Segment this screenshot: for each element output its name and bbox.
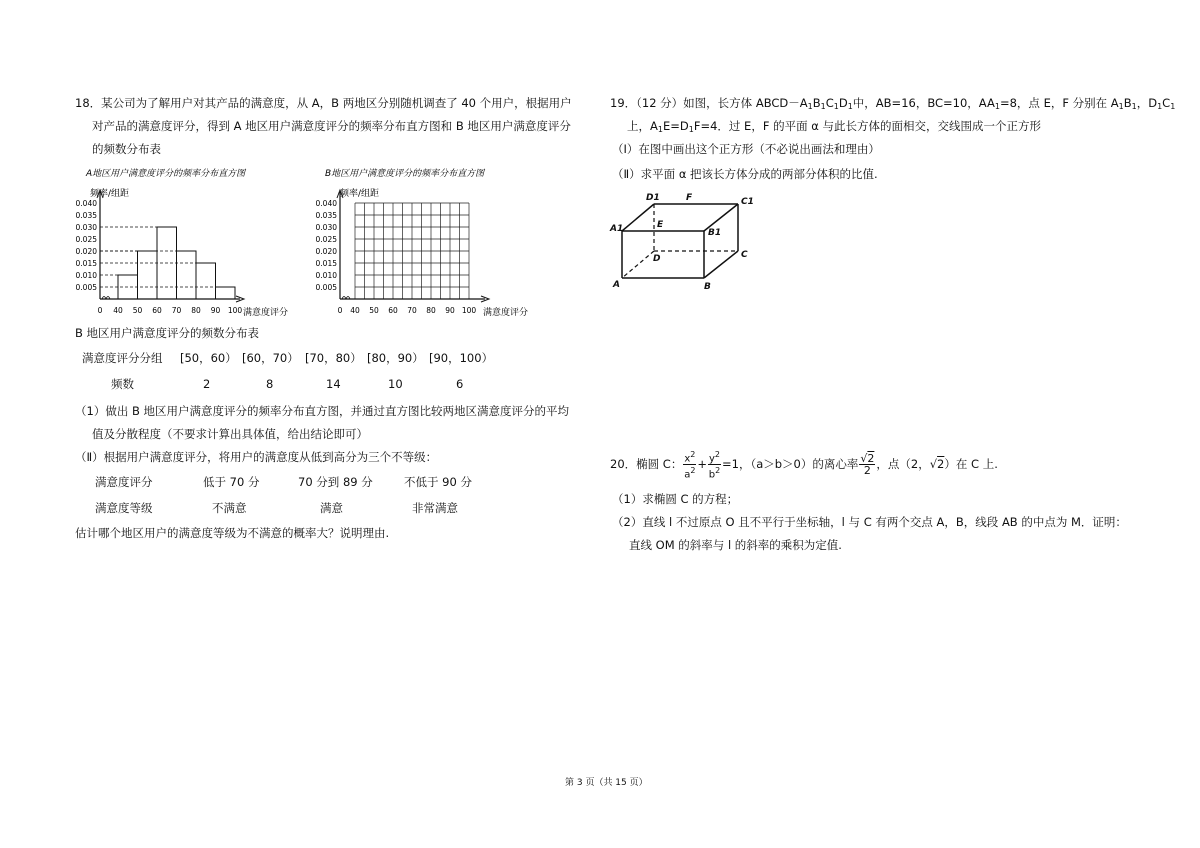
grade-r2-c1: 不满意 <box>212 501 247 515</box>
y-tick-label: 0.015 <box>75 259 97 268</box>
q18-part1-line1: （1）做出 B 地区用户满意度评分的频率分布直方图，并通过直方图比较两地区满意度评分的平均 <box>75 404 570 418</box>
x-tick-label: 100 <box>227 306 243 315</box>
q20-tail: ）在 C 上. <box>944 457 998 471</box>
q19-line2: 上，$A_1E=D_1F=4$．过 E，F 的平面 α 与此长方体的面相交，交线围成一个正方形 <box>627 119 1041 134</box>
histogram-bar <box>216 287 236 299</box>
q18-line2: 对产品的满意度评分，得到 A 地区用户满意度评分的频率分布直方图和 B 地区用户满意度评分 <box>92 119 571 133</box>
q20-cond: =1，（a＞b＞0）的离心率 <box>722 457 859 471</box>
q19-head: 19．（12 分）如图，长方体 ABCD－A <box>610 96 808 110</box>
table-cell-1: 2 <box>203 377 211 391</box>
table-header-0: 满意度评分分组 <box>82 351 163 365</box>
x-tick-label: 0 <box>97 306 103 315</box>
y-tick-label: 0.015 <box>315 259 337 268</box>
x-tick-label: 80 <box>426 306 436 315</box>
grade-r1-c1: 低于 70 分 <box>203 475 260 489</box>
table-cell-5: 6 <box>456 377 464 391</box>
page-footer: 第 3 页（共 15 页） <box>565 778 648 788</box>
table-header-2: [60，70） <box>242 351 299 365</box>
chart-a-xlabel: 满意度评分 <box>243 308 289 318</box>
q19-line1-end: =8，点 E，F 分别在 A <box>999 96 1119 110</box>
y-tick-label: 0.010 <box>75 271 97 280</box>
y-tick-label: 0.020 <box>315 247 337 256</box>
table-title: B 地区用户满意度评分的频数分布表 <box>75 326 260 340</box>
chart-b-title: B地区用户满意度评分的频率分布直方图 <box>325 169 485 179</box>
q18-part1-line2: 值及分散程度（不要求计算出具体值，给出结论即可） <box>92 427 368 441</box>
y-tick-label: 0.010 <box>315 271 337 280</box>
x-tick-label: 60 <box>388 306 398 315</box>
table-cell-0: 频数 <box>111 377 134 391</box>
chart-a-ylabel: 频率/组距 <box>90 189 130 199</box>
x-tick-label: 40 <box>350 306 360 315</box>
x-tick-label: 0 <box>337 306 343 315</box>
x-tick-label: 90 <box>445 306 455 315</box>
y-tick-label: 0.005 <box>75 283 97 292</box>
q19-line1: 19．（12 分）如图，长方体 $ABCD-A_1B_1C_1D_1$中，AB=16，BC=10，$AA_1=8$，点 E，F 分别在 $A_1B_1$，$D_1C_1$ <box>610 96 1176 111</box>
q18-line1: 18．某公司为了解用户对其产品的满意度，从 A，B 两地区分别随机调查了 40 个用户，根据用户 <box>75 96 572 110</box>
y-tick-label: 0.005 <box>315 283 337 292</box>
chart-a-plot <box>76 190 244 315</box>
q19-line2-head: 上，A <box>627 119 658 133</box>
label-e: E <box>657 220 664 230</box>
table-cell-2: 8 <box>266 377 274 391</box>
x-tick-label: 60 <box>152 306 162 315</box>
frac-x2-a2: $\frac{x^2}{a^2}$ <box>684 449 696 481</box>
table-header-4: [80，90） <box>367 351 424 365</box>
x-tick-label: 40 <box>113 306 123 315</box>
frac-sqrt2-2: $\frac{√2}{2}$ <box>860 452 875 477</box>
frac-y2-b2: $\frac{y^2}{b^2}$ <box>708 449 721 481</box>
histogram-bar <box>138 251 158 299</box>
label-b1: B1 <box>708 228 722 238</box>
table-header-1: [50，60） <box>180 351 237 365</box>
x-tick-label: 70 <box>407 306 417 315</box>
grade-r1-c2: 70 分到 89 分 <box>298 475 373 489</box>
grade-r1-c3: 不低于 90 分 <box>404 475 472 489</box>
table-header-5: [90，100） <box>429 351 494 365</box>
y-tick-label: 0.035 <box>315 211 337 220</box>
y-tick-label: 0.020 <box>75 247 97 256</box>
q18-line3: 的频数分布表 <box>92 142 161 156</box>
y-tick-label: 0.030 <box>315 223 337 232</box>
q20-part1: （1）求椭圆 C 的方程； <box>612 492 739 506</box>
label-b: B <box>704 282 711 292</box>
y-tick-label: 0.040 <box>315 199 337 208</box>
x-tick-label: 100 <box>461 306 477 315</box>
chart-a <box>68 162 308 322</box>
table-cell-4: 10 <box>388 377 403 391</box>
q19-part1: （Ⅰ）在图中画出这个正方形（不必说出画法和理由） <box>612 142 880 156</box>
cuboid-figure <box>606 188 766 293</box>
chart-b <box>305 162 545 322</box>
grade-r1-c0: 满意度评分 <box>95 475 153 489</box>
label-a: A <box>613 280 620 290</box>
q20-part2-line1: （2）直线 l 不过原点 O 且不平行于坐标轴，l 与 C 有两个交点 A，B，线段 AB 的中点为 M．证明： <box>612 515 1127 529</box>
q20-part2-line2: 直线 OM 的斜率与 l 的斜率的乘积为定值. <box>629 538 842 552</box>
x-tick-label: 50 <box>369 306 379 315</box>
q18-part2-line1: （Ⅱ）根据用户满意度评分，将用户的满意度从低到高分为三个不等级： <box>75 450 438 464</box>
label-c: C <box>741 250 748 260</box>
table-cell-3: 14 <box>326 377 341 391</box>
x-tick-label: 80 <box>191 306 201 315</box>
q19-part2: （Ⅱ）求平面 α 把该长方体分成的两部分体积的比值. <box>612 167 878 181</box>
q20-point: ，点（2， <box>876 457 930 471</box>
y-tick-label: 0.030 <box>75 223 97 232</box>
chart-b-ylabel: 频率/组距 <box>340 189 380 199</box>
y-tick-label: 0.040 <box>75 199 97 208</box>
grade-r2-c0: 满意度等级 <box>95 501 153 515</box>
q20-head: 20．椭圆 C： <box>610 457 683 471</box>
x-tick-label: 50 <box>132 306 143 315</box>
x-tick-label: 70 <box>171 306 182 315</box>
label-c1: C1 <box>741 197 754 207</box>
chart-b-plot <box>316 190 489 315</box>
q19-line1-tail: 中，AB=16，BC=10，AA <box>852 96 995 110</box>
q19-line2-tail: =4．过 E，F 的平面 α 与此长方体的面相交，交线围成一个正方形 <box>700 119 1041 133</box>
y-tick-label: 0.025 <box>75 235 97 244</box>
q18-part2-line2: 估计哪个地区用户的满意度等级为不满意的概率大？说明理由. <box>75 526 390 540</box>
y-tick-label: 0.025 <box>315 235 337 244</box>
chart-b-xlabel: 满意度评分 <box>483 308 529 318</box>
label-d1: D1 <box>646 193 660 203</box>
grade-r2-c3: 非常满意 <box>412 501 458 515</box>
label-d: D <box>653 254 661 264</box>
table-header-3: [70，80） <box>305 351 362 365</box>
grade-r2-c2: 满意 <box>320 501 343 515</box>
q20-line1: 20．椭圆 C： $\frac{x^2}{a^2}$ + $\frac{y^2}{b^2}$ =1，（a＞b＞0）的离心率 $\frac{√2}{2}$ ，点（2，√2）在 C 上. <box>610 449 998 481</box>
chart-a-title: A地区用户满意度评分的频率分布直方图 <box>86 169 246 179</box>
label-f: F <box>686 193 693 203</box>
x-tick-label: 90 <box>210 306 221 315</box>
label-a1: A1 <box>610 224 624 234</box>
y-tick-label: 0.035 <box>75 211 97 220</box>
histogram-bar <box>196 263 216 299</box>
histogram-bar <box>177 251 197 299</box>
